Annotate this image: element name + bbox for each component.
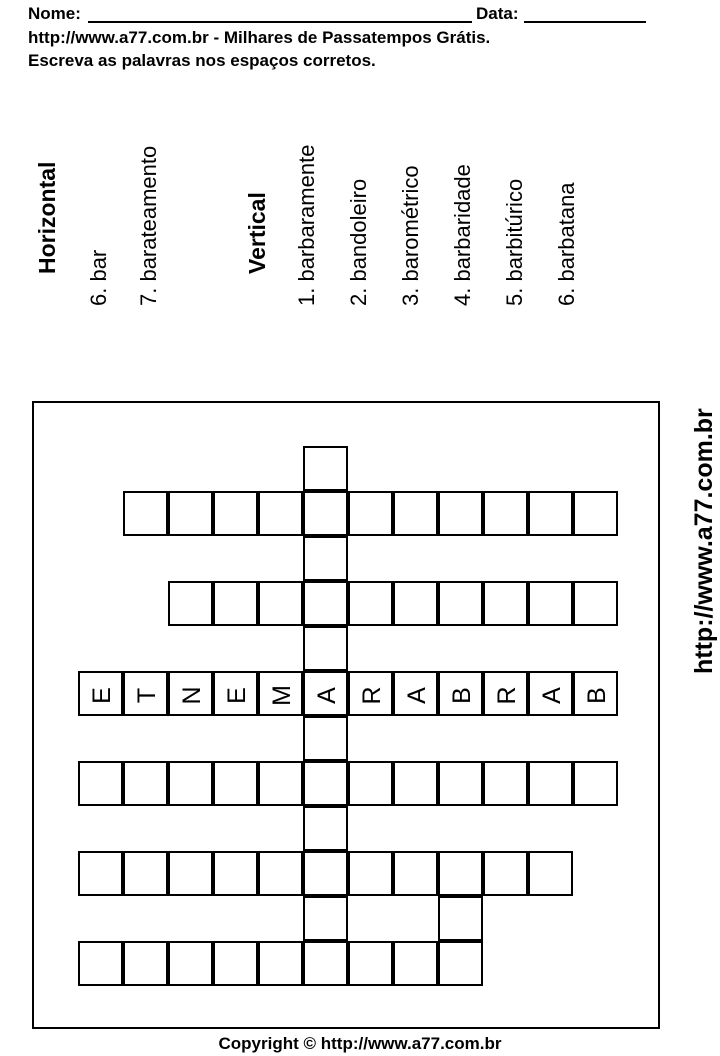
name-label: Nome: [28,4,81,23]
grid-cell[interactable] [303,941,348,986]
grid-cell[interactable] [168,581,213,626]
word-horizontal-1: 6. bar [86,249,111,306]
grid-letter: N [178,686,206,705]
grid-cell[interactable] [78,671,123,716]
grid-cell[interactable] [573,581,618,626]
vertical-heading: Vertical [244,192,270,274]
date-line[interactable] [524,21,646,23]
word-vertical-4: 4. barbaridade [450,164,475,306]
grid-cell[interactable] [78,851,123,896]
name-line[interactable] [88,21,472,23]
grid-cell[interactable] [438,491,483,536]
grid-cell[interactable] [393,581,438,626]
grid-cell[interactable] [213,851,258,896]
grid-cell[interactable] [393,491,438,536]
grid-cell[interactable] [213,581,258,626]
grid-letter: E [88,687,116,704]
grid-cell[interactable] [123,761,168,806]
grid-cell[interactable] [78,761,123,806]
grid-cell[interactable] [573,761,618,806]
grid-cell[interactable] [213,491,258,536]
grid-cell[interactable] [258,851,303,896]
grid-letter: T [133,687,161,704]
grid-cell[interactable] [438,761,483,806]
grid-letter: M [268,685,296,706]
horizontal-heading: Horizontal [34,161,60,274]
word-vertical-6: 6. barbatana [554,182,579,306]
grid-cell[interactable] [258,671,303,716]
grid-cell[interactable] [483,491,528,536]
grid-cell[interactable] [528,761,573,806]
grid-cell[interactable] [438,941,483,986]
grid-cell[interactable] [438,581,483,626]
grid-cell[interactable] [528,851,573,896]
word-vertical-1: 1. barbaramente [294,144,319,306]
grid-cell[interactable] [393,851,438,896]
grid-cell[interactable] [528,581,573,626]
grid-cell[interactable] [483,671,528,716]
grid-cell[interactable] [483,761,528,806]
grid-cell[interactable] [123,851,168,896]
grid-cell[interactable] [303,806,348,851]
side-url: http://www.a77.com.br [690,408,718,674]
grid-letter: E [223,687,251,704]
grid-cell[interactable] [78,941,123,986]
grid-letter: B [583,687,611,704]
grid-cell[interactable] [348,851,393,896]
grid-cell[interactable] [348,761,393,806]
grid-cell[interactable] [213,761,258,806]
grid-cell[interactable] [168,851,213,896]
grid-letter: B [448,687,476,704]
grid-cell[interactable] [303,536,348,581]
grid-cell[interactable] [393,761,438,806]
grid-letter: A [403,687,431,704]
grid-cell[interactable] [393,671,438,716]
grid-cell[interactable] [303,761,348,806]
grid-cell[interactable] [168,491,213,536]
grid-cell[interactable] [573,491,618,536]
grid-cell[interactable] [483,851,528,896]
grid-letter: A [313,687,341,704]
grid-cell[interactable] [303,851,348,896]
grid-cell[interactable] [528,491,573,536]
grid-letter: R [493,686,521,705]
word-horizontal-2: 7. barateamento [136,145,161,306]
grid-cell[interactable] [168,941,213,986]
grid-cell[interactable] [213,941,258,986]
grid-cell[interactable] [303,581,348,626]
grid-cell[interactable] [348,581,393,626]
grid-cell[interactable] [123,491,168,536]
date-label: Data: [476,4,519,23]
instruction: Escreva as palavras nos espaços corretos. [28,51,376,70]
grid-cell[interactable] [303,446,348,491]
grid-cell[interactable] [123,671,168,716]
grid-cell[interactable] [258,941,303,986]
grid-cell[interactable] [303,671,348,716]
word-vertical-3: 3. barométrico [398,165,423,306]
grid-letter: A [538,687,566,704]
grid-letter: R [358,686,386,705]
grid-cell[interactable] [573,671,618,716]
grid-cell[interactable] [258,581,303,626]
grid-cell[interactable] [303,896,348,941]
grid-cell[interactable] [483,581,528,626]
grid-cell[interactable] [303,491,348,536]
grid-cell[interactable] [168,761,213,806]
grid-cell[interactable] [348,491,393,536]
grid-cell[interactable] [123,941,168,986]
word-vertical-2: 2. bandoleiro [346,178,371,306]
copyright: Copyright © http://www.a77.com.br [218,1034,502,1053]
site-line: http://www.a77.com.br - Milhares de Passatempos Grátis. [28,28,491,47]
grid-cell[interactable] [393,941,438,986]
grid-cell[interactable] [258,491,303,536]
grid-cell[interactable] [438,896,483,941]
grid-cell[interactable] [303,626,348,671]
grid-cell[interactable] [348,671,393,716]
grid-cell[interactable] [438,671,483,716]
grid-cell[interactable] [303,716,348,761]
grid-cell[interactable] [258,761,303,806]
grid-cell[interactable] [348,941,393,986]
grid-cell[interactable] [168,671,213,716]
grid-cell[interactable] [213,671,258,716]
grid-cell[interactable] [528,671,573,716]
word-vertical-5: 5. barbitúrico [502,178,527,306]
grid-cell[interactable] [438,851,483,896]
